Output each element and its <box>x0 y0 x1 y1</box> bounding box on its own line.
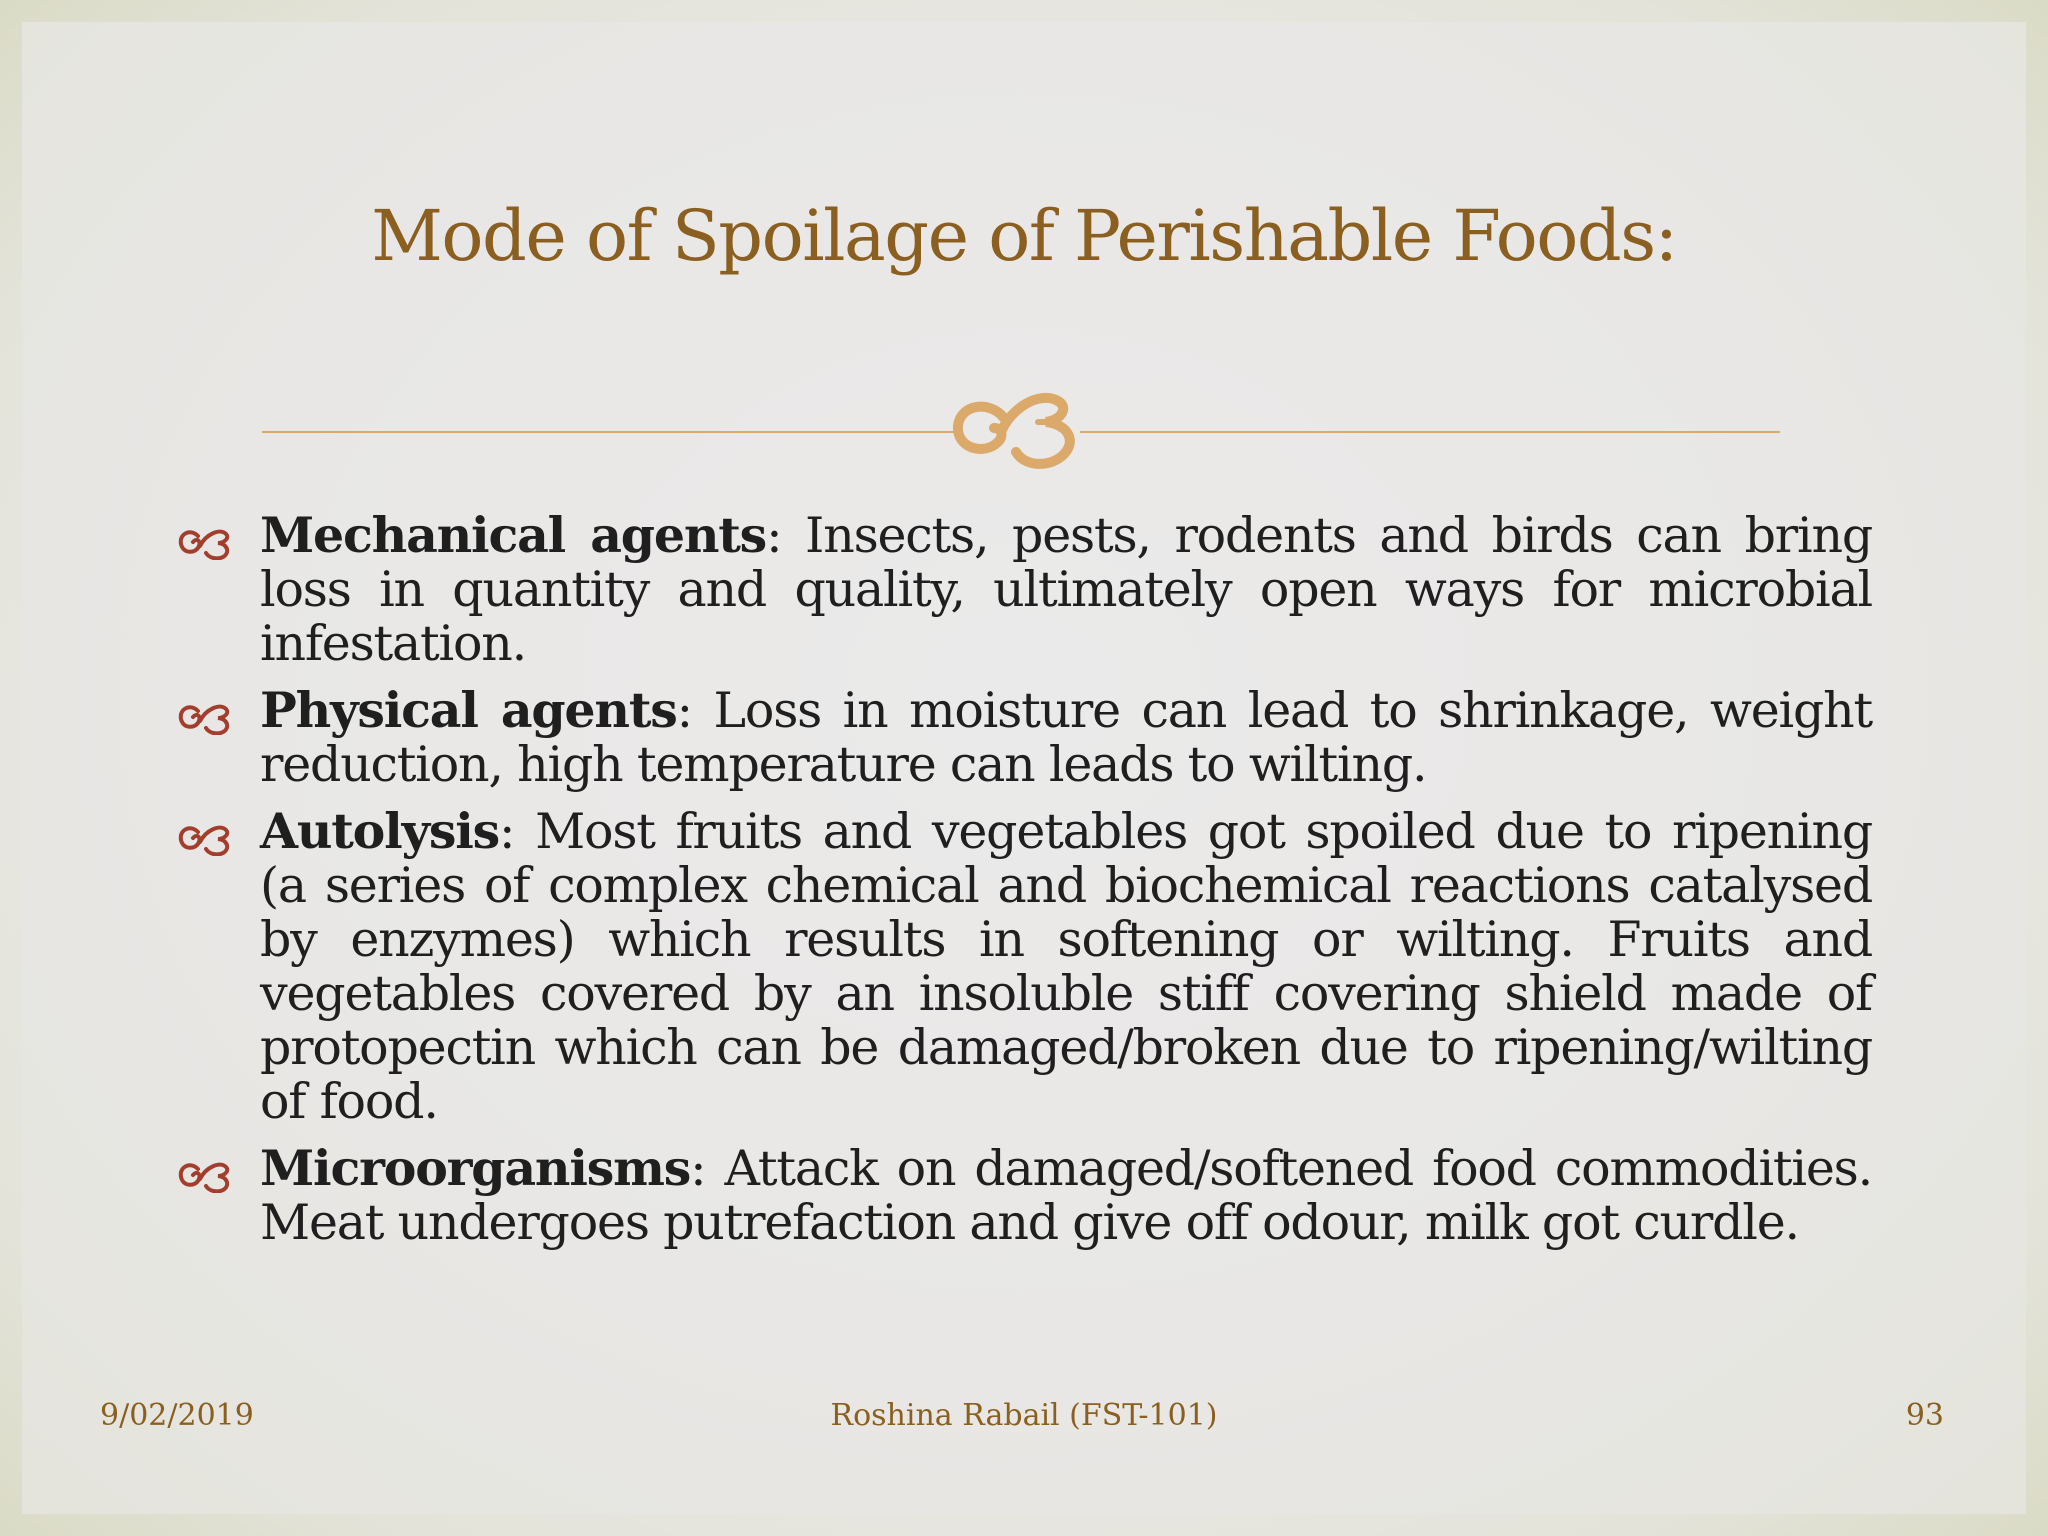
bullet-list <box>176 508 1872 1262</box>
footer-date: 9/02/2019 <box>100 1398 254 1433</box>
bullet-term: Microorganisms <box>260 1139 691 1197</box>
bullet-term: Mechanical agents <box>260 506 767 564</box>
curl-bullet-icon <box>176 1159 232 1193</box>
bullet-term: Physical agents <box>260 681 677 739</box>
divider-line-right <box>1080 431 1780 433</box>
divider-line-left <box>262 431 962 433</box>
list-item <box>176 1141 1872 1250</box>
scroll-flourish-icon <box>946 378 1096 478</box>
curl-bullet-icon <box>176 822 232 856</box>
bullet-description: : Loss in moisture can lead to shrinkage, weight reduction, high temperature can leads to wilting. <box>260 682 1872 793</box>
bullet-text <box>260 1141 1872 1250</box>
bullet-description: : Insects, pests, rodents and birds can bring loss in quantity and quality, ultimately open ways for microbial infestation. <box>260 507 1872 672</box>
bullet-text <box>260 804 1872 1129</box>
footer-author: Roshina Rabail (FST-101) <box>830 1398 1218 1433</box>
bullet-text <box>260 508 1872 671</box>
slide-title: Mode of Spoilage of Perishable Foods: <box>371 195 1677 277</box>
curl-bullet-icon <box>176 701 232 735</box>
list-item <box>176 683 1872 792</box>
bullet-description: : Attack on damaged/softened food commodities. Meat undergoes putrefaction and give off odour, milk got curdle. <box>260 1140 1872 1251</box>
list-item <box>176 508 1872 671</box>
bullet-term: Autolysis <box>260 802 500 860</box>
bullet-text <box>260 683 1872 792</box>
curl-bullet-icon <box>176 526 232 560</box>
page-number: 93 <box>1905 1398 1944 1433</box>
list-item <box>176 804 1872 1129</box>
bullet-description: : Most fruits and vegetables got spoiled due to ripening (a series of complex chemical and biochemical reactions catalysed by enzymes) which results in softening or wilting. Fruits and vegetables covered by an insoluble stiff covering shield made of protopectin which can be damaged/broken due to ripening/wilting of food. <box>260 803 1872 1130</box>
